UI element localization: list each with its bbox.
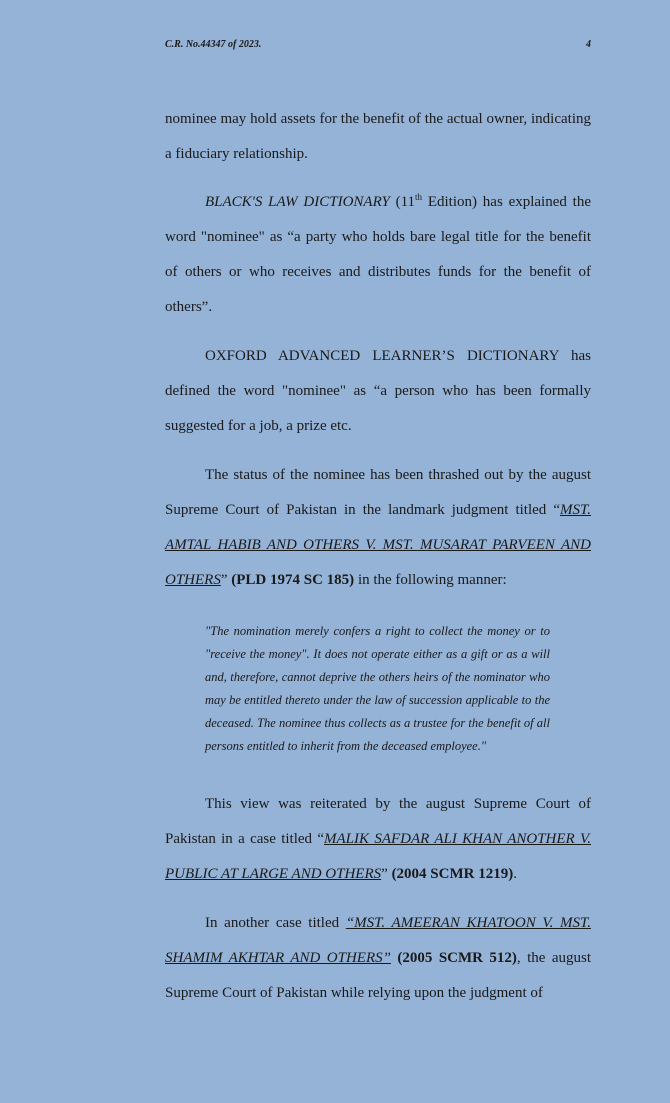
paragraph-oxford [165, 339, 591, 444]
block-quote [205, 620, 550, 758]
closing-quote: ” [220, 572, 232, 588]
case-title-malik-safdar: MALIK SAFDAR ALI KHAN ANOTHER V. PUBLIC AT LARGE AND OTHERS [165, 831, 591, 882]
paragraph-intro: This view was reiterated by the august Supreme Court of Pakistan in a case titled “ [165, 796, 591, 847]
dictionary-source: BLACK'S LAW DICTIONARY [205, 194, 390, 210]
quote-text: "The nomination merely confers a right to collect the money or to "receive the money". It does not operate either as a gift or as a will and, therefore, cannot deprive the others heirs of the nominator who may be entitled thereto under the law of succession applicable to the deceased. The nominee thus collects as a trustee for the benefit of all persons entitled to inherit from the deceased employee." [205, 624, 550, 753]
paragraph-another-case [165, 906, 591, 1011]
paragraph-status-nominee [165, 458, 591, 598]
edition-prefix: (11 [389, 194, 416, 210]
case-number: C.R. No.44347 of 2023. [165, 39, 262, 50]
page-number: 4 [586, 39, 591, 50]
citation-2005-scmr: (2005 SCMR 512) [397, 950, 517, 966]
paragraph-text: OXFORD ADVANCED LEARNER’S DICTIONARY has defined the word "nominee" as “a person who has been formally suggested for a job, a prize etc. [165, 348, 591, 434]
paragraph-outro: in the following manner: [354, 572, 507, 588]
case-title-amtal-habib: MST. AMTAL HABIB AND OTHERS V. MST. MUSARAT PARVEEN AND OTHERS [165, 502, 591, 588]
paragraph-outro: , the august Supreme Court of Pakistan while relying upon the judgment of [165, 950, 591, 1001]
closing-quote: ” [381, 866, 392, 882]
citation-2004-scmr: (2004 SCMR 1219) [391, 866, 514, 882]
edition-superscript: th [415, 192, 423, 202]
paragraph-reiterated [165, 787, 591, 892]
paragraph-outro: . [513, 866, 517, 882]
page-header [165, 39, 591, 55]
paragraph-nominee-fiduciary [165, 102, 591, 172]
paragraph-intro: In another case titled [205, 915, 346, 931]
paragraph-blacks-law [165, 185, 591, 325]
case-title-ameeran-khatoon: “MST. AMEERAN KHATOON V. MST. SHAMIM AKHTAR AND OTHERS” [165, 915, 591, 966]
paragraph-intro: The status of the nominee has been thrashed out by the august Supreme Court of Pakistan in the landmark judgment titled “ [165, 467, 591, 518]
paragraph-text: nominee may hold assets for the benefit of the actual owner, indicating a fiduciary relationship. [165, 111, 591, 162]
paragraph-text: Edition) has explained the word "nominee" as “a party who holds bare legal title for the benefit of others or who receives and distributes funds for the benefit of others”. [165, 194, 591, 315]
citation-pld-1974: (PLD 1974 SC 185) [231, 572, 355, 588]
